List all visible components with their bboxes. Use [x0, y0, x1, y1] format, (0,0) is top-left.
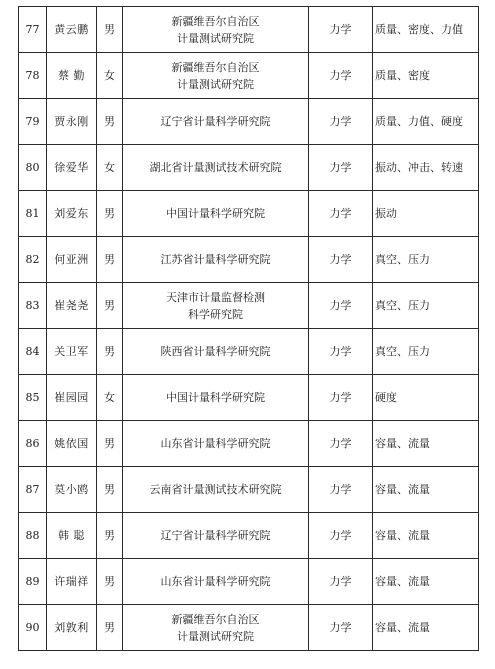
person-name: 崔园园: [47, 375, 97, 421]
person-sex: 女: [97, 145, 123, 191]
table-row: [19, 191, 479, 237]
person-name: 莫小鸥: [47, 467, 97, 513]
table-row: [19, 467, 479, 513]
row-number: 87: [19, 467, 47, 513]
category: 力学: [309, 53, 373, 99]
person-name: 关卫军: [47, 329, 97, 375]
category: 力学: [309, 513, 373, 559]
category: 力学: [309, 329, 373, 375]
person-sex: 男: [97, 559, 123, 605]
row-number: 84: [19, 329, 47, 375]
person-name: 贾永刚: [47, 99, 97, 145]
person-sex: 男: [97, 329, 123, 375]
specialty-field: 真空、压力: [373, 237, 479, 283]
row-number: 85: [19, 375, 47, 421]
specialty-field: 容量、流量: [373, 467, 479, 513]
organization: 辽宁省计量科学研究院: [123, 99, 309, 145]
specialty-field: 容量、流量: [373, 513, 479, 559]
row-number: 86: [19, 421, 47, 467]
person-name: 刘爱东: [47, 191, 97, 237]
specialty-field: 振动、冲击、转速: [373, 145, 479, 191]
category: 力学: [309, 191, 373, 237]
category: 力学: [309, 99, 373, 145]
table-row: [19, 145, 479, 191]
organization: 云南省计量测试技术研究院: [123, 467, 309, 513]
organization: 山东省计量科学研究院: [123, 559, 309, 605]
table-row: [19, 283, 479, 329]
category: 力学: [309, 467, 373, 513]
person-name: 徐爱华: [47, 145, 97, 191]
person-sex: 男: [97, 421, 123, 467]
category: 力学: [309, 7, 373, 53]
person-name: 许瑞祥: [47, 559, 97, 605]
person-sex: 男: [97, 191, 123, 237]
specialty-field: 硬度: [373, 375, 479, 421]
organization: 陕西省计量科学研究院: [123, 329, 309, 375]
organization: 湖北省计量测试技术研究院: [123, 145, 309, 191]
person-name: 蔡 勤: [47, 53, 97, 99]
specialty-field: 质量、密度: [373, 53, 479, 99]
specialty-field: 真空、压力: [373, 283, 479, 329]
person-sex: 男: [97, 513, 123, 559]
row-number: 80: [19, 145, 47, 191]
person-name: 韩 聪: [47, 513, 97, 559]
row-number: 79: [19, 99, 47, 145]
organization: 新疆维吾尔自治区 计量测试研究院: [123, 7, 309, 53]
organization: 江苏省计量科学研究院: [123, 237, 309, 283]
person-sex: 男: [97, 605, 123, 651]
row-number: 90: [19, 605, 47, 651]
person-sex: 女: [97, 53, 123, 99]
row-number: 81: [19, 191, 47, 237]
table-row: [19, 329, 479, 375]
category: 力学: [309, 375, 373, 421]
person-sex: 女: [97, 375, 123, 421]
table-row: [19, 421, 479, 467]
specialty-field: 容量、流量: [373, 559, 479, 605]
table-row: [19, 99, 479, 145]
table-row: [19, 53, 479, 99]
row-number: 89: [19, 559, 47, 605]
organization: 中国计量科学研究院: [123, 375, 309, 421]
person-sex: 男: [97, 7, 123, 53]
category: 力学: [309, 559, 373, 605]
organization: 辽宁省计量科学研究院: [123, 513, 309, 559]
person-sex: 男: [97, 237, 123, 283]
table-body: [19, 7, 479, 651]
organization: 中国计量科学研究院: [123, 191, 309, 237]
table-row: [19, 237, 479, 283]
person-name: 何亚洲: [47, 237, 97, 283]
organization: 山东省计量科学研究院: [123, 421, 309, 467]
person-name: 姚依国: [47, 421, 97, 467]
row-number: 78: [19, 53, 47, 99]
person-sex: 男: [97, 467, 123, 513]
table-row: [19, 559, 479, 605]
specialty-field: 质量、力值、硬度: [373, 99, 479, 145]
category: 力学: [309, 421, 373, 467]
category: 力学: [309, 605, 373, 651]
organization: 新疆维吾尔自治区 计量测试研究院: [123, 605, 309, 651]
table-row: [19, 513, 479, 559]
specialty-field: 质量、密度、力值: [373, 7, 479, 53]
row-number: 82: [19, 237, 47, 283]
person-name: 黄云鹏: [47, 7, 97, 53]
person-sex: 男: [97, 99, 123, 145]
row-number: 77: [19, 7, 47, 53]
table-row: [19, 7, 479, 53]
expert-roster-table: [18, 6, 479, 651]
organization: 新疆维吾尔自治区 计量测试研究院: [123, 53, 309, 99]
person-sex: 男: [97, 283, 123, 329]
category: 力学: [309, 283, 373, 329]
row-number: 83: [19, 283, 47, 329]
person-name: 刘敦利: [47, 605, 97, 651]
category: 力学: [309, 145, 373, 191]
table-row: [19, 605, 479, 651]
person-name: 崔尧尧: [47, 283, 97, 329]
category: 力学: [309, 237, 373, 283]
specialty-field: 容量、流量: [373, 421, 479, 467]
specialty-field: 振动: [373, 191, 479, 237]
specialty-field: 真空、压力: [373, 329, 479, 375]
table-row: [19, 375, 479, 421]
row-number: 88: [19, 513, 47, 559]
specialty-field: 容量、流量: [373, 605, 479, 651]
organization: 天津市计量监督检测 科学研究院: [123, 283, 309, 329]
